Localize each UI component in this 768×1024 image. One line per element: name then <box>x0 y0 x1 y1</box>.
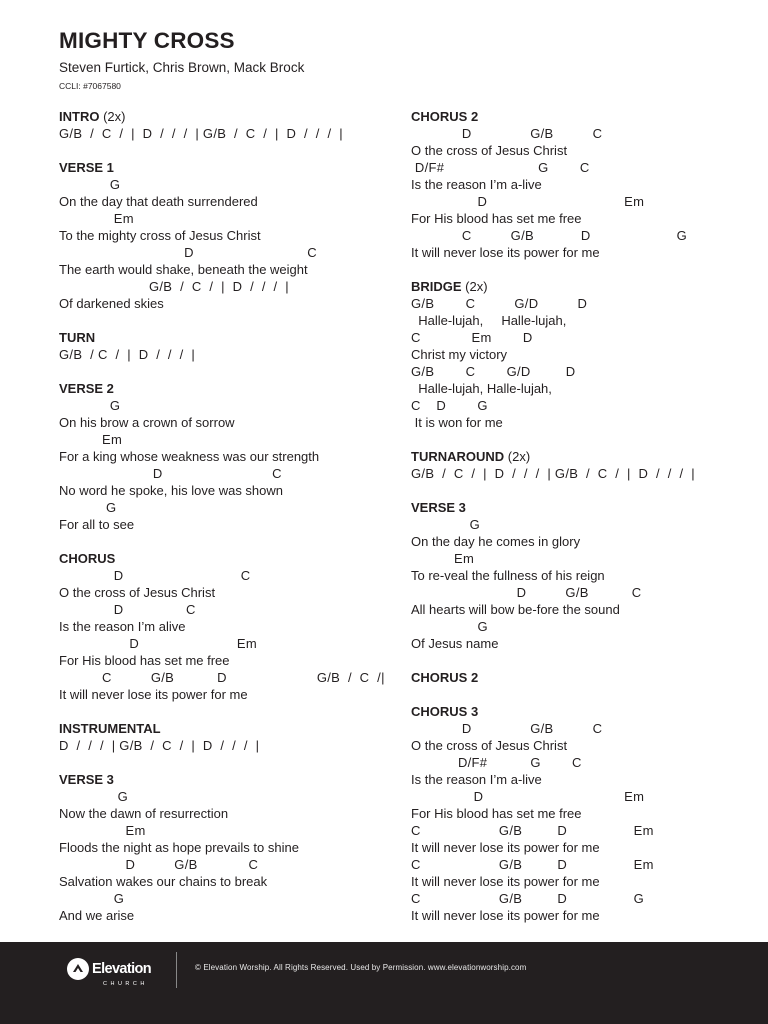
chord-line: G/B C G/D D <box>411 364 576 379</box>
lyric-line: For a king whose weakness was our strength <box>59 449 320 464</box>
chord-line: Em <box>411 551 475 566</box>
section-chorus <box>59 550 399 703</box>
section-bridge <box>411 278 751 431</box>
lyric-line: Halle-lujah, Halle-lujah, <box>411 313 567 328</box>
lyric-line: It will never lose its power for me <box>411 840 600 855</box>
section-header <box>59 550 399 567</box>
section-header <box>411 499 751 516</box>
section-repeat: (2x) <box>99 109 126 124</box>
chord-line: D / / / | G/B / C / | D / / / | <box>59 738 260 753</box>
chord-line: G/B C G/D D <box>411 296 588 311</box>
elevation-mountain-icon <box>67 958 89 980</box>
chord-line: D C <box>59 245 317 260</box>
lyric-line: O the cross of Jesus Christ <box>411 143 568 158</box>
section-title: TURN <box>59 330 96 345</box>
section-chorus-3 <box>411 703 751 924</box>
elevation-logo <box>67 958 167 994</box>
chord-line: G/B / C / | D / / / | G/B / C / | D / / / | <box>59 126 343 141</box>
chord-line: D C <box>59 602 196 617</box>
section-verse-1 <box>59 159 399 312</box>
chord-line: D G/B C <box>411 585 642 600</box>
lyric-line: The earth would shake, beneath the weight <box>59 262 308 277</box>
section-header <box>59 108 399 125</box>
lyric-line: Of Jesus name <box>411 636 499 651</box>
section-title: CHORUS <box>59 551 116 566</box>
chord-line: D Em <box>59 636 257 651</box>
section-title: INTRO <box>59 109 100 124</box>
lyric-line: It is won for me <box>411 415 503 430</box>
chord-line: C G/B D Em <box>411 823 654 838</box>
section-verse-2 <box>59 380 399 533</box>
logo-wordmark: Elevation <box>92 961 152 977</box>
chord-line: C G/B D G/B / C /| <box>59 670 385 685</box>
section-title: CHORUS 3 <box>411 704 479 719</box>
section-title: VERSE 2 <box>59 381 114 396</box>
section-header <box>59 720 399 737</box>
chord-line: D Em <box>411 789 645 804</box>
section-verse-3 <box>59 771 399 924</box>
lyric-line: It will never lose its power for me <box>411 245 600 260</box>
lyric-line: Is the reason I’m alive <box>59 619 186 634</box>
section-title: INSTRUMENTAL <box>59 721 161 736</box>
section-header <box>59 771 399 788</box>
section-title: VERSE 3 <box>59 772 114 787</box>
section-header <box>59 380 399 397</box>
lyric-line: Christ my victory <box>411 347 508 362</box>
footer-divider <box>176 952 177 988</box>
lyric-line: To the mighty cross of Jesus Christ <box>59 228 261 243</box>
section-title: CHORUS 2 <box>411 109 479 124</box>
lyric-line: On the day he comes in glory <box>411 534 581 549</box>
chord-line: C Em D <box>411 330 533 345</box>
footer <box>0 942 768 1024</box>
lyric-line: Of darkened skies <box>59 296 164 311</box>
section-header <box>59 159 399 176</box>
chord-line: C D G <box>411 398 488 413</box>
chord-line: C G/B D G <box>411 228 688 243</box>
lyric-line: On the day that death surrendered <box>59 194 258 209</box>
chord-line: G <box>59 891 125 906</box>
lyric-line: It will never lose its power for me <box>59 687 248 702</box>
chord-line: G/B / C / | D / / / | <box>59 279 289 294</box>
logo-subtitle: CHURCH <box>103 981 148 987</box>
lyric-line: Is the reason I’m a-live <box>411 772 542 787</box>
lyric-line: Halle-lujah, Halle-lujah, <box>411 381 552 396</box>
chord-line: Em <box>59 823 146 838</box>
lyric-line: For all to see <box>59 517 135 532</box>
chord-line: D C <box>59 466 282 481</box>
lyric-line: It will never lose its power for me <box>411 874 600 889</box>
lyric-line: Is the reason I’m a-live <box>411 177 542 192</box>
chord-line: D/F# G C <box>411 755 582 770</box>
section-title: VERSE 1 <box>59 160 114 175</box>
section-title: VERSE 3 <box>411 500 466 515</box>
section-title: TURNAROUND <box>411 449 505 464</box>
section-header <box>59 329 399 346</box>
section-repeat: (2x) <box>504 449 531 464</box>
chord-line: G/B / C / | D / / / | G/B / C / | D / / / | <box>411 466 695 481</box>
section-verse-3 <box>411 499 751 652</box>
chord-line: G <box>59 398 121 413</box>
chord-line: D G/B C <box>59 857 259 872</box>
lyric-line: It will never lose its power for me <box>411 908 600 923</box>
chord-line: G <box>411 619 488 634</box>
chord-line: C G/B D Em <box>411 857 654 872</box>
section-header <box>411 108 751 125</box>
section-instrumental <box>59 720 399 754</box>
section-header <box>411 669 751 686</box>
section-header <box>411 703 751 720</box>
ccli-number: CCLI: #7067580 <box>59 81 121 91</box>
section-intro <box>59 108 399 142</box>
section-title: BRIDGE <box>411 279 462 294</box>
chord-line: D/F# G C <box>411 160 590 175</box>
section-title: CHORUS 2 <box>411 670 479 685</box>
chord-line: G <box>411 517 481 532</box>
lyric-line: Now the dawn of resurrection <box>59 806 229 821</box>
lyric-line: O the cross of Jesus Christ <box>59 585 216 600</box>
section-turn <box>59 329 399 363</box>
song-authors: Steven Furtick, Chris Brown, Mack Brock <box>59 60 305 75</box>
section-repeat: (2x) <box>461 279 488 294</box>
chord-line: G/B / C / | D / / / | <box>59 347 196 362</box>
chord-line: G <box>59 789 129 804</box>
section-chorus-2 <box>411 108 751 261</box>
lyric-line: Floods the night as hope prevails to shine <box>59 840 299 855</box>
lyric-line: On his brow a crown of sorrow <box>59 415 235 430</box>
lyric-line: To re-veal the fullness of his reign <box>411 568 605 583</box>
chord-line: D C <box>59 568 251 583</box>
lyric-line: For His blood has set me free <box>411 806 582 821</box>
right-column <box>411 108 751 941</box>
lyric-line: For His blood has set me free <box>411 211 582 226</box>
chord-line: G <box>59 177 121 192</box>
chord-line: Em <box>59 432 123 447</box>
song-title: MIGHTY CROSS <box>59 28 235 53</box>
left-column <box>59 108 399 941</box>
lyric-line: O the cross of Jesus Christ <box>411 738 568 753</box>
lyric-line: Salvation wakes our chains to break <box>59 874 268 889</box>
chord-line: D G/B C <box>411 721 603 736</box>
section-chorus-2 <box>411 669 751 686</box>
chord-line: Em <box>59 211 134 226</box>
copyright-notice: © Elevation Worship. All Rights Reserved. Used by Permission. www.elevationworship.com <box>195 963 527 972</box>
section-header <box>411 278 751 295</box>
chord-line: C G/B D G <box>411 891 645 906</box>
chord-line: D Em <box>411 194 645 209</box>
lyric-line: For His blood has set me free <box>59 653 230 668</box>
lyric-line: All hearts will bow be-fore the sound <box>411 602 620 617</box>
lyric-line: No word he spoke, his love was shown <box>59 483 284 498</box>
chord-line: D G/B C <box>411 126 603 141</box>
lyric-line: And we arise <box>59 908 135 923</box>
chord-line: G <box>59 500 117 515</box>
section-turnaround <box>411 448 751 482</box>
section-header <box>411 448 751 465</box>
